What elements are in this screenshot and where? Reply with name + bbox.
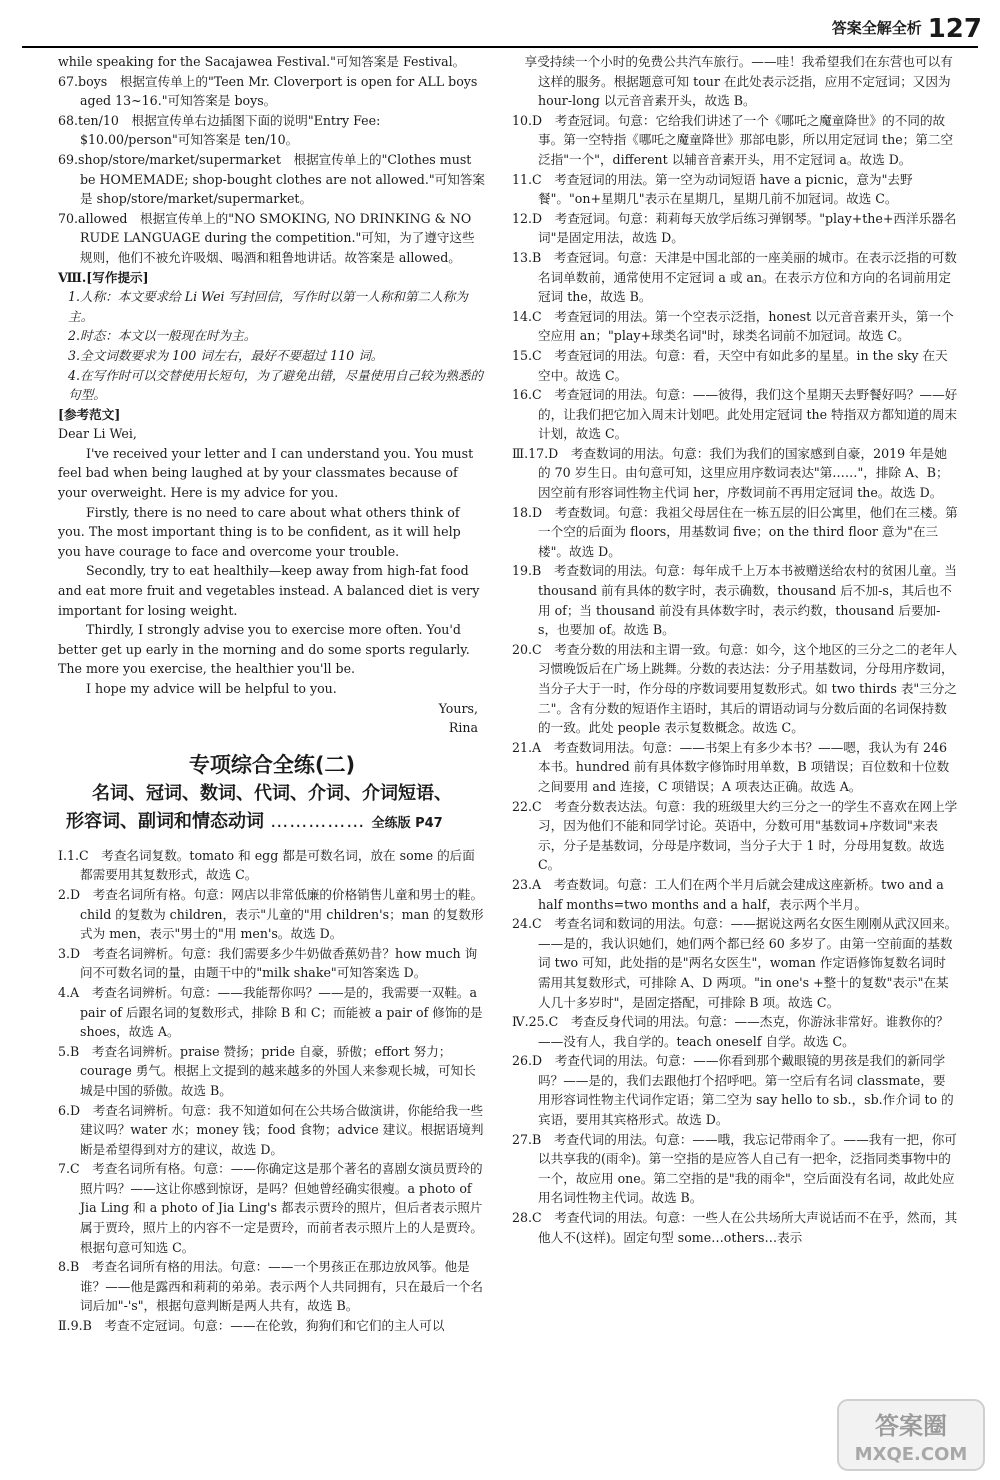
svg-text:答案圈: 答案圈: [875, 1412, 947, 1440]
text-paragraph: [参考范文]: [58, 406, 121, 422]
text-paragraph: I hope my advice will be helpful to you.: [86, 681, 337, 696]
subtitle-dots: ……………: [270, 810, 366, 832]
left-answers-bottom: [58, 846, 486, 1336]
text-paragraph: Dear Li Wei,: [58, 426, 137, 442]
section-title: 专项综合全练(二): [188, 752, 356, 777]
text-paragraph: 22.C 考查分数表达法。句意：我的班级里大约三分之一的学生不喜欢在网上学习，因为他们不能和同学讨论。英语中，分数可用"基数词+序数词"来表示，分子是基数词，分母是序数词，当分子大于 1 时，分母用复数。故选 C。: [512, 798, 958, 873]
left-answers-top: [58, 52, 486, 738]
page-header: [832, 10, 982, 42]
text-paragraph: 26.D 考查代词的用法。句意：——你看到那个戴眼镜的男孩是我们的新同学吗？——是的，我们去跟他打个招呼吧。第一空后有名词 classmate，要用形容词性物主代词作定语；第二空为 say hello to sb.，sb.作介词 to 的宾语，要用其宾格形式。故选 D。: [512, 1053, 954, 1128]
text-paragraph: 4.A 考查名词辨析。句意：——我能帮你吗？——是的，我需要一双鞋。a pair of 后跟名词的复数形式，排除 B 和 C；而能被 a pair of 修饰的是 shoes，故选 A。: [58, 984, 483, 1040]
text-paragraph: Ⅳ.25.C 考查反身代词的用法。句意：——杰克，你游泳非常好。谁教你的？——没有人，我自学的。teach oneself 自学。故选 C。: [512, 1014, 949, 1049]
text-paragraph: 69.shop/store/market/supermarket 根据宣传单上的"Clothes must be HOMEMADE; shop-bought clothes are not allowed."可知答案是 shop/store/market/supermarket。: [58, 151, 486, 207]
text-paragraph: 19.B 考查数词的用法。句意：每年成千上万本书被赠送给农村的贫困儿童。当 thousand 前有具体的数字时，表示确数，thousand 后不加-s，其后也不用 of；当 thousand 前没有具体数字时，表示约数，thousand 后要加-s，也要加 of。故选 B。: [512, 563, 957, 638]
text-paragraph: 5.B 考查名词辨析。praise 赞扬；pride 自豪，骄傲；effort 努力；courage 勇气。根据上文提到的越来越多的外国人来参观长城，可知长城是中国的骄傲。故选 B。: [58, 1043, 476, 1098]
watermark-logo: [836, 1398, 986, 1472]
text-paragraph: Rina: [448, 720, 478, 736]
text-paragraph: Secondly, try to eat healthily—keep away from high-fat food and eat more fruit and vegetables instead. A balanced diet is very important for losing weight.: [58, 563, 480, 618]
text-paragraph: 2.D 考查名词所有格。句意：网店以非常低廉的价格销售儿童和男士的鞋。child 的复数为 children，表示"儿童的"用 children's；man 的复数形式为 men，表示"男士的"用 men's。故选 D。: [58, 886, 484, 942]
text-paragraph: 28.C 考查代词的用法。句意：一些人在公共场所大声说话而不在乎，然而，其他人不(这样)。固定句型 some…others…表示: [512, 1210, 958, 1245]
text-paragraph: 20.C 考查分数的用法和主谓一致。句意：如今，这个地区的三分之二的老年人习惯晚饭后在广场上跳舞。分数的表达法：分子用基数词，分母用序数词，当分子大于一时，作分母的序数词要用复数形式。如 two thirds 表"三分之二"。含有分数的短语作主语时，其后的谓语动词与分数后面的名词保持数的一致。此处 people 表示复数概念。故选 C。: [512, 641, 958, 736]
right-answers: [512, 52, 958, 1247]
section-label: 答案全解全析: [831, 19, 922, 37]
text-paragraph: 享受持续一个小时的免费公共汽车旅行。——哇！我希望我们在东营也可以有这样的服务。根据题意可知 tour 在此处表示泛指，应用不定冠词；又因为 hour-long 以元音音素开头，故选 B。: [512, 54, 953, 109]
text-paragraph: 1.人称：本文要求给 Li Wei 写封回信，写作时以第一人称和第二人称为主。: [68, 289, 468, 324]
subtitle-2-text: 形容词、副词和情态动词: [66, 810, 264, 832]
left-column: [58, 52, 486, 1336]
text-paragraph: 3.全文词数要求为 100 词左右，最好不要超过 110 词。: [68, 347, 384, 363]
practice-reference: 全练版 P47: [371, 815, 443, 831]
text-paragraph: I've received your letter and I can understand you. You must feel bad when being laughed at by your classmates because of your overweight. Here is my advice for you.: [58, 445, 474, 501]
svg-text:MXQE.COM: MXQE.COM: [854, 1444, 968, 1465]
text-paragraph: 16.C 考查冠词的用法。句意：——彼得，我们这个星期天去野餐好吗？——好的，让我们把它加入周末计划吧。此处用定冠词 the 特指双方都知道的周末计划，故选 C。: [512, 387, 958, 442]
text-paragraph: 67.boys 根据宣传单上的"Teen Mr. Cloverport is open for ALL boys aged 13~16."可知答案是 boys。: [58, 73, 478, 109]
header-rule: [22, 46, 978, 48]
text-paragraph: 2.时态：本文以一般现在时为主。: [68, 328, 257, 344]
text-paragraph: 7.C 考查名词所有格。句意：——你确定这是那个著名的喜剧女演员贾玲的照片吗？——这让你感到惊讶，是吗？但她曾经确实很瘦。a photo of Jia Ling 和 a photo of Jia Ling's 都表示贾玲的照片，但后者表示照片属于贾玲，照片上的内容不一定是贾玲，而前者表示照片上的人是贾玲。根据句意可知选 C。: [58, 1161, 483, 1255]
text-paragraph: 23.A 考查数词。句意：工人们在两个半月后就会建成这座新桥。two and a half months=two months and a half，表示两个半月。: [512, 876, 944, 912]
text-paragraph: Ⅲ.17.D 考查数词的用法。句意：我们为我们的国家感到自豪，2019 年是她的 70 岁生日。由句意可知，这里应用序数词表达"第……"，排除 A、B；因空前有形容词性物主代词 her，序数词前不再用定冠词 the。故选 D。: [512, 445, 949, 501]
text-paragraph: 3.D 考查名词辨析。句意：我们需要多少牛奶做香蕉奶昔？how much 询问不可数名词的量，由题干中的"milk shake"可知答案选 D。: [58, 945, 478, 981]
text-paragraph: 15.C 考查冠词的用法。句意：看，天空中有如此多的星星。in the sky 在天空中。故选 C。: [512, 347, 948, 383]
text-paragraph: 6.D 考查名词辨析。句意：我不知道如何在公共场合做演讲，你能给我一些建议吗？water 水；money 钱；food 食物；advice 建议。根据语境判断是希望得到对方的建议，故选 D。: [58, 1102, 484, 1157]
page-number: 127: [927, 14, 982, 44]
text-paragraph: 21.A 考查数词用法。句意：——书架上有多少本书？——嗯，我认为有 246 本书。hundred 前有具体数字修饰时用单数，B 项错误；百位数和十位数之间要用 and 连接，C 项错误；A 项表达正确。故选 A。: [512, 739, 950, 794]
text-paragraph: 4.在写作时可以交替使用长短句，为了避免出错，尽量使用自己较为熟悉的句型。: [68, 367, 484, 403]
text-paragraph: 68.ten/10 根据宣传单右边插图下面的说明"Entry Fee: $10.00/person"可知答案是 ten/10。: [58, 112, 381, 148]
text-paragraph: Ⅰ.1.C 考查名词复数。tomato 和 egg 都是可数名词，放在 some 的后面都需要用其复数形式，故选 C。: [58, 847, 475, 883]
text-paragraph: Firstly, there is no need to care about what others think of you. The most important thing is to be confident, as it will help you have courage to face and overcome your trouble.: [58, 504, 461, 559]
text-paragraph: 14.C 考查冠词的用法。第一个空表示泛指，honest 以元音音素开头，第一个空应用 an；"play+球类名词"时，球类名词前不加冠词。故选 C。: [512, 308, 954, 344]
section-subtitle-1: 名词、冠词、数词、代词、介词、介词短语、: [92, 782, 452, 804]
right-column: [512, 52, 958, 1247]
text-paragraph: 11.C 考查冠词的用法。第一空为动词短语 have a picnic，意为"去野餐"。"on+星期几"表示在星期几，星期几前不加冠词。故选 C。: [512, 171, 913, 207]
section-subtitle-2: [58, 808, 486, 838]
text-paragraph: 10.D 考查冠词。句意：它给我们讲述了一个《哪吒之魔童降世》的不同的故事。第一空特指《哪吒之魔童降世》那部电影，所以用定冠词 the；第二空泛指"一个"，different 以辅音音素开头，用不定冠词 a。故选 D。: [512, 112, 954, 167]
text-paragraph: 12.D 考查冠词。句意：莉莉每天放学后练习弹钢琴。"play+the+西洋乐器名词"是固定用法，故选 D。: [512, 210, 957, 246]
text-paragraph: 27.B 考查代词的用法。句意：——哦，我忘记带雨伞了。——我有一把，你可以共享我的(雨伞)。第一空指的是应答人自己有一把伞，泛指同类事物中的一个，故应用 one。第二空指的是"我的雨伞"，空后面没有名词，故此处应用名词性物主代词。故选 B。: [512, 1131, 957, 1206]
text-paragraph: 70.allowed 根据宣传单上的"NO SMOKING, NO DRINKING & NO RUDE LANGUAGE during the competition."可知，为了遵守这些规则，他们不被允许吸烟、喝酒和粗鲁地讲话。故答案是 allowed。: [58, 210, 475, 265]
text-paragraph: 18.D 考查数词。句意：我祖父母居住在一栋五层的旧公寓里，他们在三楼。第一个空的后面为 floors，用基数词 five；on the third floor 意为"在三楼"。故选 D。: [512, 504, 958, 559]
text-paragraph: 13.B 考查冠词。句意：天津是中国北部的一座美丽的城市。在表示泛指的可数名词单数前，通常使用不定冠词 a 或 an。在表示方位和方向的名词前用定冠词 the，故选 B。: [512, 249, 957, 305]
text-paragraph: Thirdly, I strongly advise you to exercise more often. You'd better get up early in the morning and do some sports regularly. The more you exercise, the healthier you'll be.: [58, 622, 470, 677]
text-paragraph: Ⅷ.[写作提示]: [58, 269, 149, 285]
text-paragraph: Yours,: [438, 700, 478, 716]
text-paragraph: 8.B 考查名词所有格的用法。句意：——一个男孩正在那边放风筝。他是谁？——他是露西和莉莉的弟弟。表示两个人共同拥有，只在最后一个名词后加"-'s"，根据句意判断是两人共有，故选 B。: [58, 1259, 483, 1314]
text-paragraph: 24.C 考查名词和数词的用法。句意：——据说这两名女医生刚刚从武汉回来。——是的，我认识她们，她们两个都已经 60 多岁了。由第一空前面的基数词 two 可知，此处指的是"两名女医生"，woman 作定语修饰复数名词时需用其复数形式，可排除 A、D 两项。"in one's +整十的复数"表示"在某人几十多岁时"，是固定搭配，可排除 B 项。故选 C。: [512, 916, 958, 1010]
text-paragraph: while speaking for the Sacajawea Festival."可知答案是 Festival。: [58, 54, 466, 69]
text-paragraph: Ⅱ.9.B 考查不定冠词。句意：——在伦敦，狗狗们和它们的主人可以: [58, 1318, 445, 1334]
